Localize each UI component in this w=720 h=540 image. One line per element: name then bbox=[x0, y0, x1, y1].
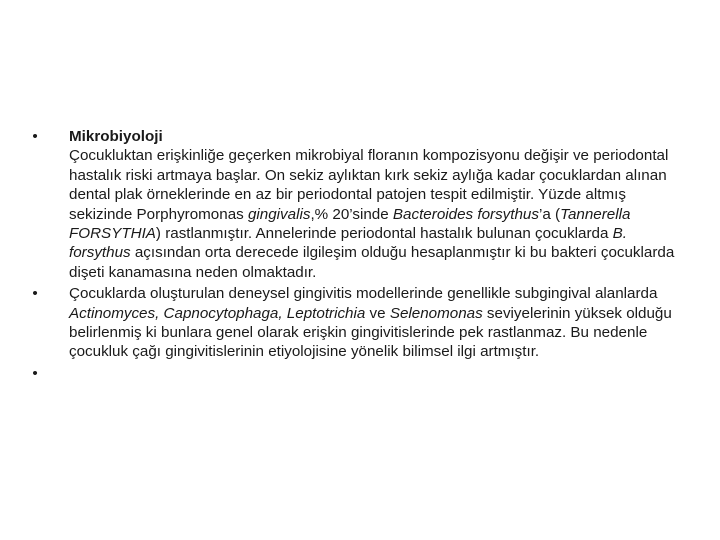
text-segment-italic: Actinomyces, Capnocytophaga, Leptotrichia bbox=[69, 304, 366, 322]
text-segment: açısından orta derecede ilgileşim olduğu hesaplanmıştır ki bu bakteri çocuklarda dişeti kanamasına neden olmaktadır. bbox=[69, 244, 675, 281]
text-segment: ,% 20’sinde bbox=[310, 205, 393, 223]
bullet-item-gingivitis bbox=[28, 284, 688, 362]
text-segment-italic: Selenomonas bbox=[389, 304, 483, 322]
text-segment-italic: Tannerella FORSYTHIA bbox=[69, 205, 631, 243]
bullet-list bbox=[28, 127, 688, 385]
text-segment: Çocukluktan erişkinliğe geçerken mikrobiyal floranın kompozisyonu değişir ve periodontal hastalık riski artmaya başlar. On sekiz aylıktan kırk sekiz aylığa kadar çocuklardan alınan dental plak örneklerinde en az bir periodontal patojen tespit edilmiştir. Yüzde altmış sekizinde Porphyromonas bbox=[69, 147, 669, 223]
bullet-dot: • bbox=[32, 364, 38, 382]
bullet-body bbox=[69, 285, 672, 360]
text-segment: ) rastlanmıştır. Annelerinde periodontal hastalık bulunan çocuklarda bbox=[155, 225, 613, 243]
bullet-dot: • bbox=[32, 128, 38, 145]
bullet-heading: Mikrobiyoloji bbox=[69, 128, 163, 145]
text-segment-italic: B. forsythus bbox=[69, 225, 628, 262]
text-segment: ’a ( bbox=[538, 205, 561, 223]
bullet-item-empty bbox=[28, 364, 688, 383]
text-segment-italic: gingivalis bbox=[247, 205, 311, 223]
bullet-dot: • bbox=[32, 285, 38, 303]
bullet-body bbox=[69, 147, 674, 280]
text-segment: seviyelerinin yüksek olduğu belirlenmiş ki bunlara genel olarak erişkin gingivitislerinde pek rastlanmaz. Bu nedenle çocukluk çağı gingivitislerinin etiyolojisine yönelik bilimsel ilgi artmıştır. bbox=[69, 304, 672, 361]
text-segment-italic: Bacteroides forsythus bbox=[392, 205, 539, 223]
text-segment: ve bbox=[365, 304, 390, 322]
bullet-item-microbiology bbox=[28, 127, 688, 282]
text-segment: Çocuklarda oluşturulan deneysel gingivitis modellerinde genellikle subgingival alanlarda bbox=[69, 285, 658, 303]
